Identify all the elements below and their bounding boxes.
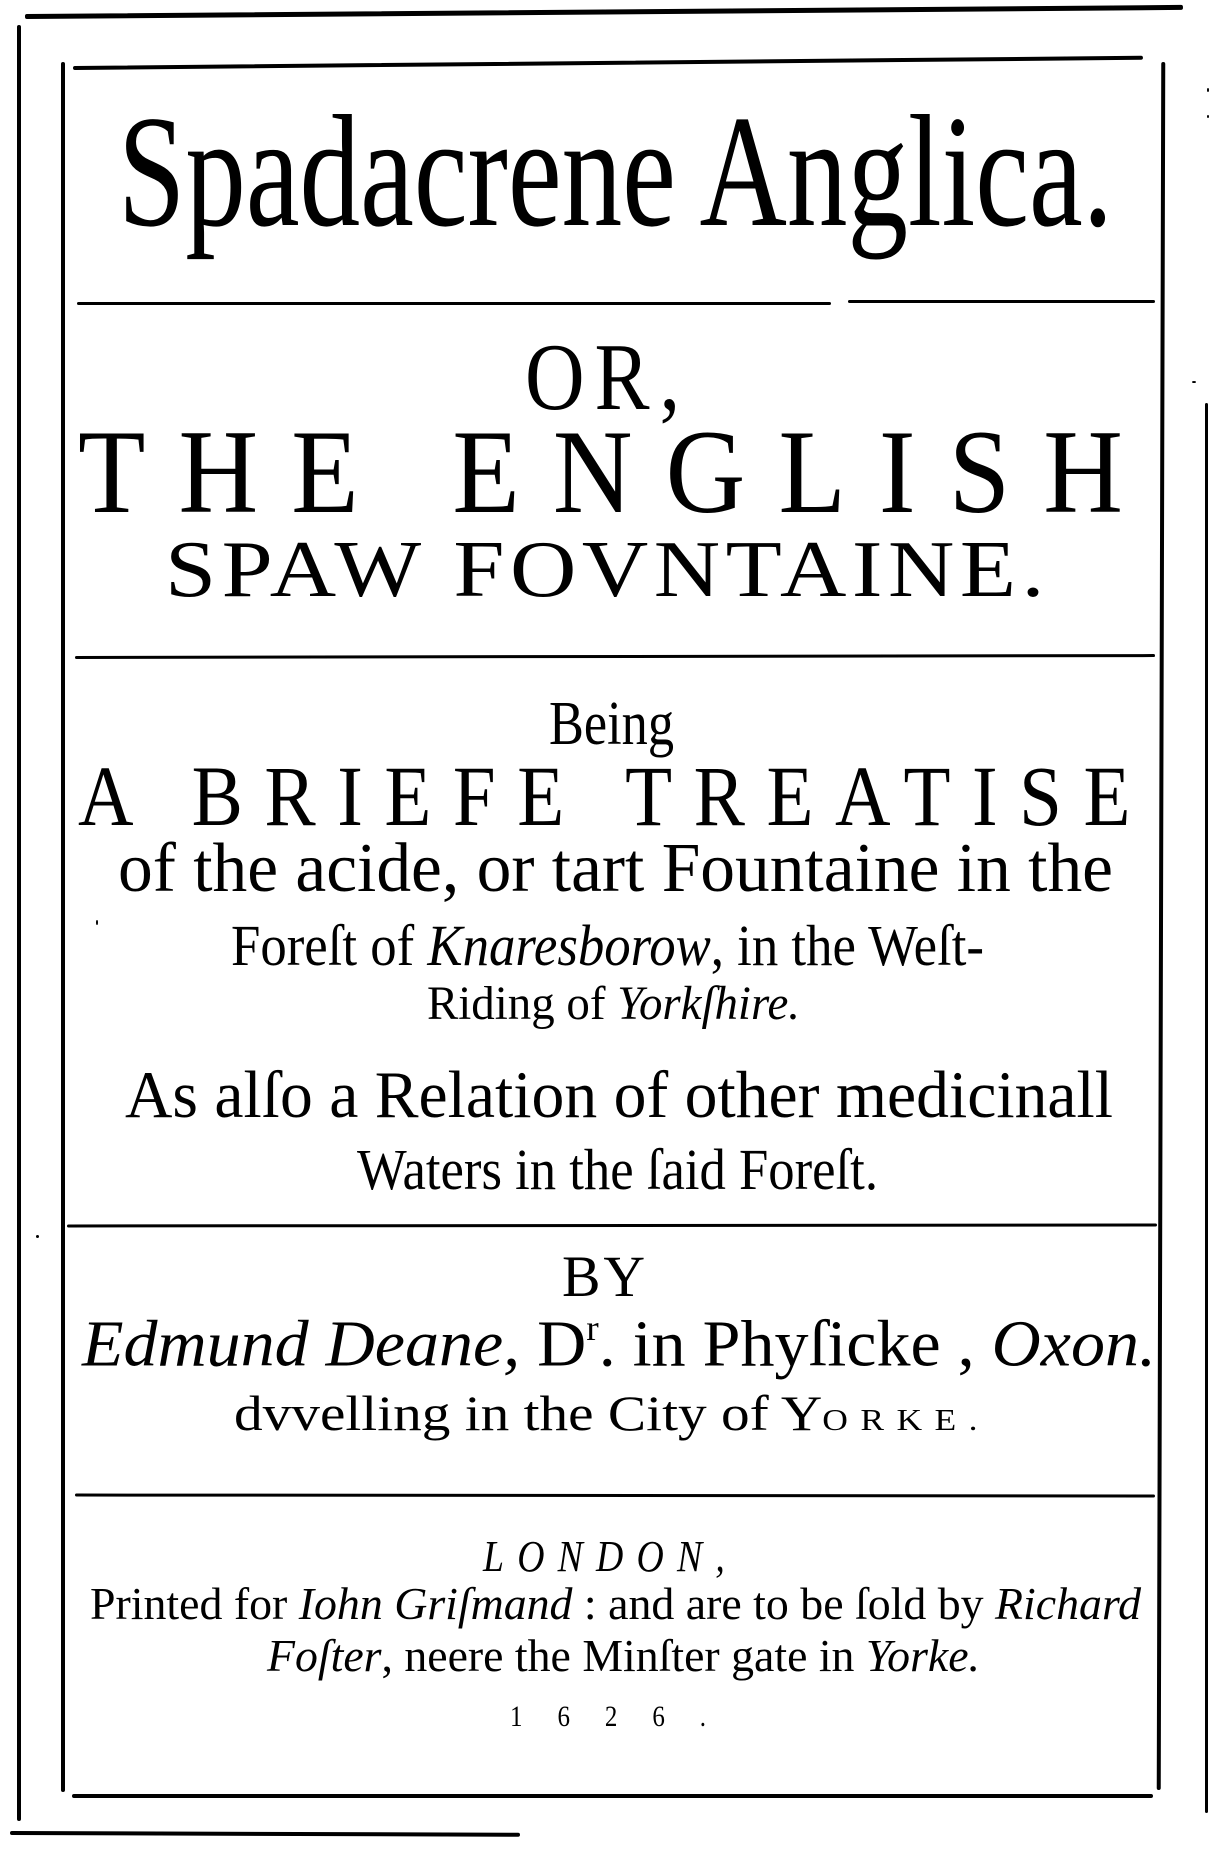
description-line-5-text: Waters in the ſaid Foreſt. [357,1137,878,1202]
subtitle-line-2 [165,526,1050,614]
description-line-1 [118,830,1113,907]
description-line-2-text-c: , in the Weſt- [710,913,984,978]
city-initial: Y [780,1385,823,1441]
imprint-city-text: LONDON, [483,1532,738,1581]
description-heading [78,748,1152,844]
description-being-text: Being [549,690,674,758]
section-divider-title-right [848,300,1155,303]
ink-speck [1207,88,1209,92]
outer-frame-bottom-rule [10,1831,520,1837]
author-by [562,1244,648,1309]
section-divider-title [77,302,831,305]
author-degree: D [537,1307,587,1381]
author-university: Oxon. [991,1307,1156,1381]
publisher-name: Iohn Griſmand [298,1578,573,1629]
author-residence [234,1385,990,1441]
outer-frame-right-rule [1205,403,1208,1813]
book-title [118,82,1113,260]
city-name-small-caps: ORKE. [822,1402,990,1437]
description-line-5 [357,1137,878,1202]
imprint-line-1 [90,1578,1141,1629]
author-degree-superscript: r [586,1308,599,1348]
author-line [82,1307,1156,1381]
description-line-4-text: As alſo a Relation of other medicinall [125,1058,1113,1132]
description-heading-text: A BRIEFE TREATISE [78,748,1152,844]
description-line-2 [231,913,984,978]
description-line-1-text: of the acide, or tart Fountaine in the [118,830,1113,907]
author-by-text: BY [562,1244,648,1309]
subtitle-line-2-text: SPAW FOVNTAINE. [165,526,1050,614]
description-line-2-text-a: Foreſt of [231,913,428,978]
description-line-3-text-a: Riding of [427,977,618,1030]
description-line-3 [427,977,800,1030]
description-being [549,690,674,758]
book-title-text: Spadacrene Anglica. [118,82,1113,260]
ink-speck [96,920,98,925]
ink-speck [36,1235,39,1238]
imprint-year-text: 1626. [510,1700,741,1733]
ink-speck [1207,115,1209,118]
inner-frame-right-rule [1157,62,1166,1790]
imprint-year [510,1702,741,1732]
subtitle-or-text: OR, [525,324,690,430]
section-divider-description [67,1224,1157,1228]
imprint-sold-by: : and are to be ſold by [572,1578,996,1629]
description-line-4 [125,1058,1113,1132]
bookseller-surname: Foſter [267,1630,382,1681]
bookseller-city: Yorke. [865,1630,980,1681]
ink-speck [1192,381,1196,383]
section-divider-subtitle [75,654,1155,659]
inner-frame-left-rule [61,62,65,1792]
place-name-yorkshire: Yorkſhire. [617,977,800,1030]
imprint-printed-for: Printed for [90,1578,299,1629]
inner-frame-top-rule [73,56,1143,70]
imprint-city [483,1532,738,1581]
bookseller-first-name: Richard [995,1578,1141,1629]
inner-frame-bottom-rule [72,1794,1153,1798]
subtitle-line-1 [78,405,1156,538]
author-name: Edmund Deane, [82,1307,521,1381]
author-degree-field: . in Phyſicke , [598,1307,992,1381]
subtitle-line-1-text: THE ENGLISH [78,405,1156,538]
section-divider-author [75,1494,1155,1498]
outer-frame-left-rule [17,25,21,1821]
author-residence-text: dvvelling in the City of [234,1385,781,1441]
imprint-line-2 [267,1630,980,1681]
bookseller-location: , neere the Minſter gate in [381,1630,866,1681]
outer-frame-top-rule [25,5,1183,19]
place-name-knaresborow: Knaresborow [427,913,711,978]
